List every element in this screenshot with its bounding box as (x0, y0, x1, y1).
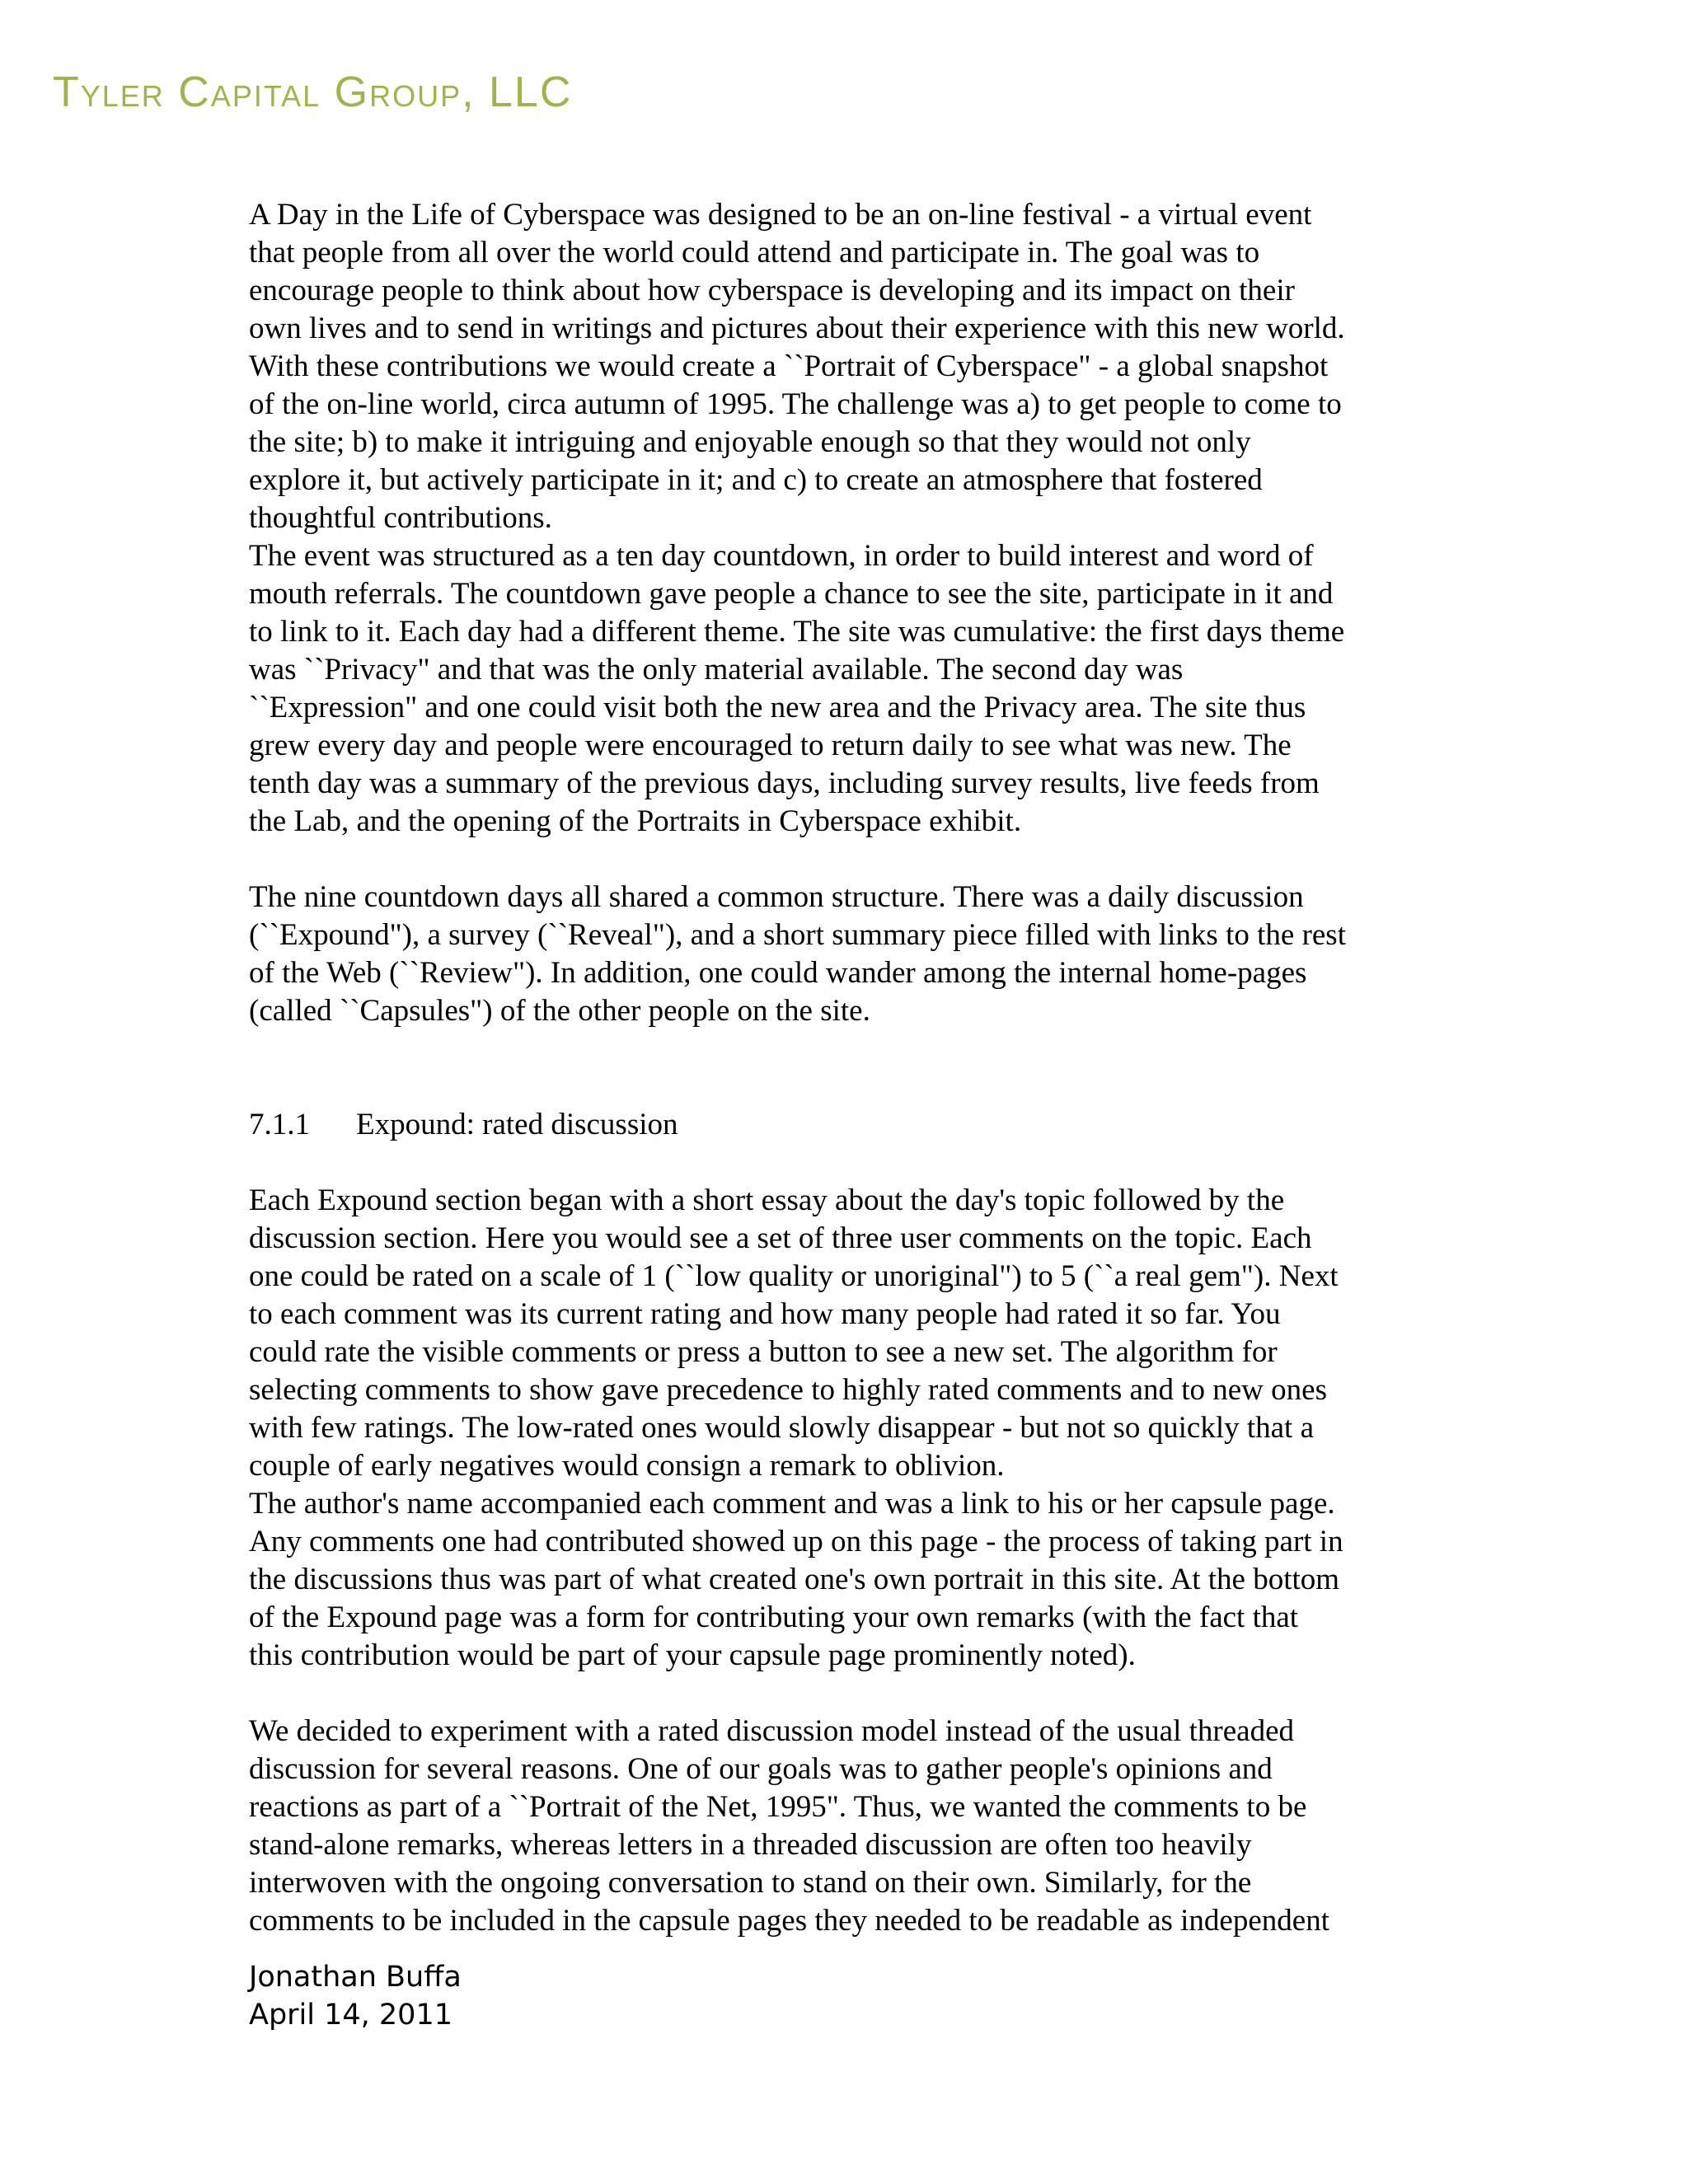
section-number: 7.1.1 (249, 1108, 310, 1141)
text-line: this contribution would be part of your capsule page prominently noted). (249, 1638, 1136, 1672)
paragraph-intro-3 (249, 879, 1469, 1030)
text-line: (called ``Capsules") of the other people on the site. (249, 994, 870, 1028)
text-line: interwoven with the ongoing conversation to stand on their own. Similarly, for the (249, 1866, 1252, 1900)
text-line: that people from all over the world could attend and participate in. The goal was to (249, 236, 1260, 269)
text-line: encourage people to think about how cyberspace is developing and its impact on their (249, 274, 1295, 307)
text-line: Any comments one had contributed showed up on this page - the process of taking part in (249, 1525, 1343, 1558)
text-line: discussion for several reasons. One of our goals was to gather people's opinions and (249, 1752, 1273, 1786)
text-line: stand-alone remarks, whereas letters in a threaded discussion are often too heavily (249, 1828, 1252, 1862)
text-line: could rate the visible comments or press a button to see a new set. The algorithm for (249, 1335, 1278, 1369)
paragraph-intro-1 (249, 196, 1469, 537)
text-line: thoughtful contributions. (249, 501, 552, 535)
section-title: Expound: rated discussion (356, 1108, 678, 1141)
text-line: was ``Privacy" and that was the only material available. The second day was (249, 653, 1184, 687)
footer-author: Jonathan Buffa (249, 1961, 462, 1994)
text-line: to link to it. Each day had a different theme. The site was cumulative: the first days theme (249, 615, 1345, 649)
text-line: A Day in the Life of Cyberspace was designed to be an on-line festival - a virtual event (249, 198, 1312, 232)
paragraph-expound-2 (249, 1485, 1469, 1675)
text-line: reactions as part of a ``Portrait of the Net, 1995". Thus, we wanted the comments to be (249, 1790, 1307, 1824)
text-line: The nine countdown days all shared a common structure. There was a daily discussion (249, 880, 1304, 914)
text-line: one could be rated on a scale of 1 (``low quality or unoriginal") to 5 (``a real gem"). Next (249, 1259, 1339, 1293)
paragraph-expound-3 (249, 1713, 1469, 1940)
text-line: discussion section. Here you would see a set of three user comments on the topic. Each (249, 1221, 1312, 1255)
text-line: Each Expound section began with a short essay about the day's topic followed by the (249, 1183, 1285, 1217)
text-line: The event was structured as a ten day countdown, in order to build interest and word of (249, 539, 1314, 573)
text-line: the discussions thus was part of what created one's own portrait in this site. At the bottom (249, 1563, 1340, 1596)
document-footer (249, 1958, 462, 2034)
text-line: couple of early negatives would consign a remark to oblivion. (249, 1449, 1005, 1483)
text-line: The author's name accompanied each comment and was a link to his or her capsule page. (249, 1487, 1335, 1521)
text-line: (``Expound"), a survey (``Reveal"), and a short summary piece filled with links to the rest (249, 918, 1346, 952)
footer-date: April 14, 2011 (249, 1999, 452, 2032)
text-line: to each comment was its current rating and how many people had rated it so far. You (249, 1297, 1281, 1331)
text-line: of the Web (``Review"). In addition, one could wander among the internal home-pages (249, 956, 1307, 990)
text-line: mouth referrals. The countdown gave people a chance to see the site, participate in it and (249, 577, 1334, 611)
text-line: selecting comments to show gave precedence to highly rated comments and to new ones (249, 1373, 1327, 1407)
text-line: ``Expression" and one could visit both the new area and the Privacy area. The site thus (249, 691, 1306, 724)
text-line: own lives and to send in writings and pictures about their experience with this new world. (249, 312, 1345, 345)
text-line: With these contributions we would create a ``Portrait of Cyberspace" - a global snapshot (249, 349, 1329, 383)
text-line: the Lab, and the opening of the Portraits in Cyberspace exhibit. (249, 804, 1022, 838)
text-line: explore it, but actively participate in it; and c) to create an atmosphere that fostered (249, 463, 1263, 497)
paragraph-intro-2 (249, 537, 1469, 841)
text-line: comments to be included in the capsule pages they needed to be readable as independent (249, 1904, 1329, 1938)
paragraph-expound-1 (249, 1182, 1469, 1485)
document-body (249, 196, 1469, 1940)
text-line: the site; b) to make it intriguing and enjoyable enough so that they would not only (249, 425, 1251, 459)
text-line: of the on-line world, circa autumn of 1995. The challenge was a) to get people to come to (249, 387, 1342, 421)
text-line: of the Expound page was a form for contributing your own remarks (with the fact that (249, 1601, 1299, 1634)
section-heading (249, 1106, 1469, 1144)
text-line: with few ratings. The low-rated ones would slowly disappear - but not so quickly that a (249, 1411, 1315, 1445)
text-line: We decided to experiment with a rated discussion model instead of the usual threaded (249, 1714, 1294, 1748)
company-letterhead: Tyler Capital Group, LLC (53, 68, 573, 116)
text-line: grew every day and people were encouraged to return daily to see what was new. The (249, 729, 1292, 762)
text-line: tenth day was a summary of the previous days, including survey results, live feeds from (249, 766, 1320, 800)
